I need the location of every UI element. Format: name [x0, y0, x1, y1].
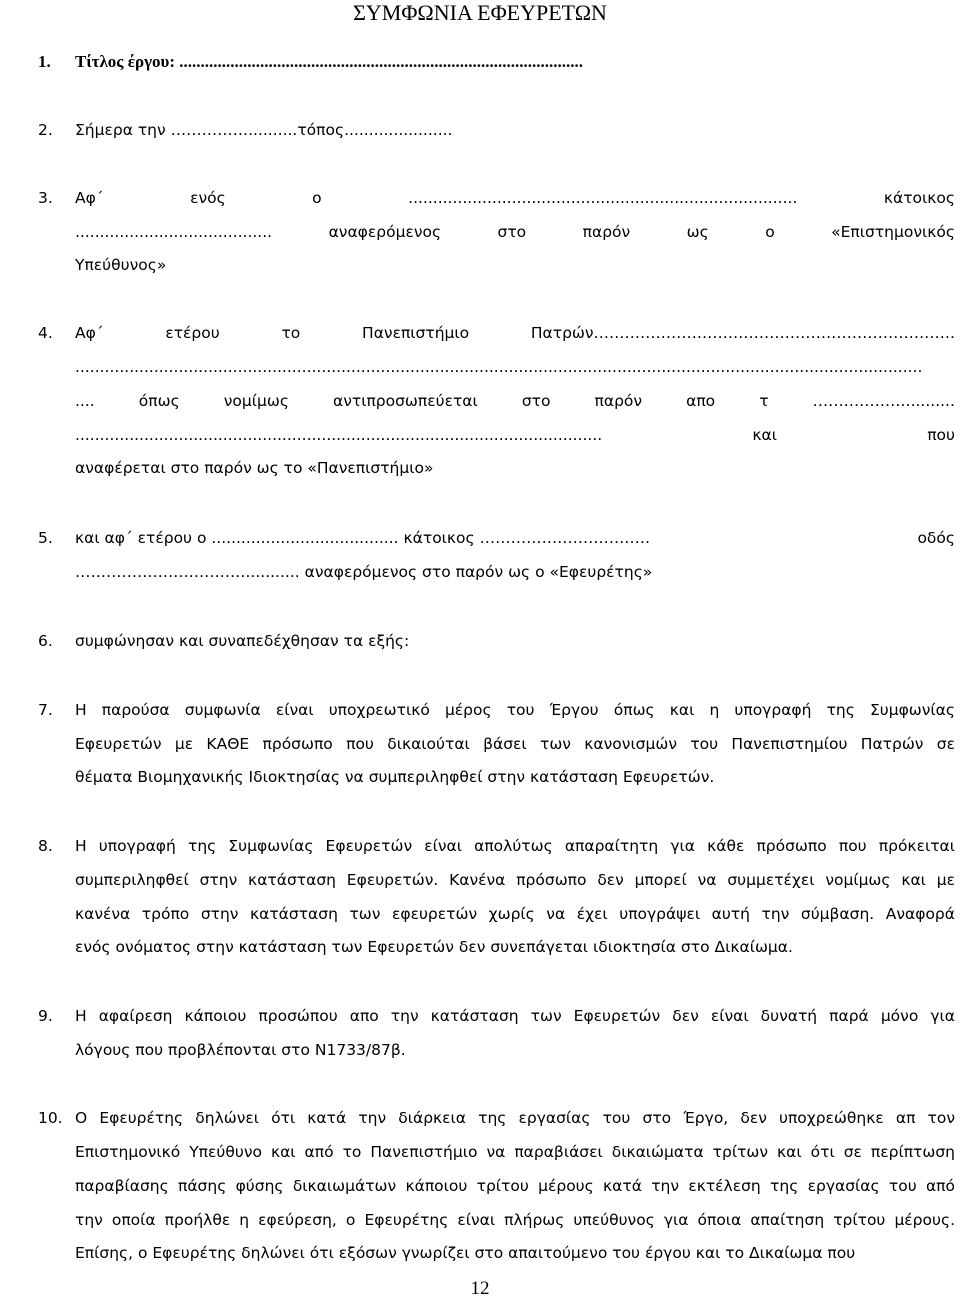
item-2-line: Σήμερα την ……………..........τόπος......................	[75, 121, 453, 139]
line-word: ο	[765, 223, 775, 241]
line-word: «Επιστημονικός	[831, 223, 955, 241]
item-number: 6.	[38, 632, 53, 650]
line-word: το	[281, 324, 301, 342]
line-word: ...............................................................................	[408, 189, 798, 207]
item-10-line: Επιστημονικό Υπεύθυνο και από το Πανεπιστήμιο να παραβιάσει δικαιώματα τρίτων και ότι σε περίπτωση	[75, 1143, 955, 1161]
item-4-line	[75, 323, 955, 343]
line-word: ………………..........	[812, 392, 955, 410]
item-5-line	[75, 528, 955, 548]
line-word: και	[752, 426, 777, 444]
item-3-line	[75, 188, 955, 208]
page-number: 12	[470, 1278, 490, 1299]
line-word: ...........................................................................................................	[75, 426, 603, 444]
item-number: 7.	[38, 701, 53, 719]
item-number: 8.	[38, 837, 53, 855]
line-word: Αφ΄	[75, 189, 104, 207]
item-10-line: παραβίασης πάσης φύσης δικαιωμάτων κάποιου τρίτου μέρους κατά την εκτέλεση της εργασίας του από	[75, 1177, 955, 1195]
line-word: ........................................	[75, 223, 273, 241]
item-3-line	[75, 222, 955, 242]
item-9-line: λόγους που προβλέπονται στο Ν1733/87β.	[75, 1041, 406, 1059]
item-3-line: Υπεύθυνος»	[75, 256, 167, 274]
line-word: οδός	[917, 529, 955, 547]
item-9-line: Η αφαίρεση κάποιου προσώπου απο την κατάσταση των Εφευρετών δεν είναι δυνατή παρά μόνο για	[75, 1007, 955, 1025]
item-8-line: Η υπογραφή της Συμφωνίας Εφευρετών είναι απολύτως απαραίτητη για κάθε πρόσωπο που πρόκειται	[75, 837, 955, 855]
line-word: στο	[521, 392, 551, 410]
line-word: παρόν	[582, 223, 631, 241]
line-word: ως	[686, 223, 709, 241]
item-number: 2.	[38, 121, 53, 139]
line-word: ενός	[190, 189, 226, 207]
line-word: νομίμως	[223, 392, 289, 410]
line-word: ο	[312, 189, 322, 207]
item-8-line: ενός ονόματος στην κατάσταση των Εφευρετών δεν συνεπάγεται ιδιοκτησία στο Δικαίωμα.	[75, 938, 793, 956]
item-7-line: Εφευρετών με ΚΑΘΕ πρόσωπο που δικαιούται βάσει των κανονισμών του Πανεπιστημίου Πατρών σε	[75, 735, 955, 753]
item-10-line: Ο Εφευρέτης δηλώνει ότι κατά την διάρκεια της εργασίας του στο Έργο, δεν υποχρεώθηκε απ τον	[75, 1109, 955, 1127]
item-number: 10.	[38, 1109, 63, 1127]
item-4-line	[75, 425, 955, 445]
line-word: Πανεπιστήμιο	[362, 324, 470, 342]
line-word: και αφ΄ ετέρου ο ...................................... κάτοικος ……………………………	[75, 529, 651, 547]
item-6-line: συμφώνησαν και συναπεδέχθησαν τα εξής:	[75, 632, 410, 650]
item-number: 1.	[38, 52, 51, 71]
item-number: 4.	[38, 324, 53, 342]
line-word: απο	[686, 392, 716, 410]
item-4-line: ............................................................................................................................................................................	[75, 358, 923, 376]
item-number: 3.	[38, 189, 53, 207]
item-8-line: κανένα τρόπο στην κατάσταση των εφευρετών χωρίς να έχει υπογράψει αυτή την σύμβαση. Αναφορά	[75, 905, 955, 923]
line-word: όπως	[138, 392, 180, 410]
line-word: ετέρου	[165, 324, 220, 342]
item-1-line: Τίτλος έργου: ...............................................................................................	[75, 52, 584, 71]
line-word: αντιπροσωπεύεται	[333, 392, 478, 410]
line-word: παρόν	[594, 392, 643, 410]
line-word: Αφ΄	[75, 324, 104, 342]
line-word: που	[927, 426, 955, 444]
line-word: κάτοικος	[883, 189, 955, 207]
item-7-line: θέματα Βιομηχανικής Ιδιοκτησίας να συμπεριληφθεί στην κατάσταση Εφευρετών.	[75, 768, 715, 786]
line-word: Πατρών…………………………………………………………….	[530, 324, 955, 342]
item-number: 5.	[38, 529, 53, 547]
item-10-line: Επίσης, ο Εφευρέτης δηλώνει ότι εξόσων γνωρίζει στο απαιτούμενο του έργου και το Δικαίωμα που	[75, 1244, 856, 1262]
item-7-line: Η παρούσα συμφωνία είναι υποχρεωτικό μέρος του Έργου όπως και η υπογραφή της Συμφωνίας	[75, 701, 955, 719]
line-word: στο	[497, 223, 527, 241]
line-word: ....	[75, 392, 95, 410]
line-word: τ	[759, 392, 769, 410]
document-title: ΣΥΜΦΩΝΙΑ ΕΦΕΥΡΕΤΩΝ	[353, 0, 607, 25]
item-4-line: αναφέρεται στο παρόν ως το «Πανεπιστήμιο»	[75, 459, 434, 477]
item-4-line	[75, 391, 955, 411]
item-5-line: ……………………………........... αναφερόμενος στο παρόν ως ο «Εφευρέτης»	[75, 563, 653, 581]
line-word: αναφερόμενος	[328, 223, 442, 241]
item-10-line: την οποία προήλθε η εφεύρεση, ο Εφευρέτης είναι πλήρως υπεύθυνος για όποια απαίτηση τρίτου μέρους.	[75, 1211, 955, 1229]
item-8-line: συμπεριληφθεί στην κατάσταση Εφευρετών. Κανένα πρόσωπο δεν μπορεί να συμμετέχει νομίμως και με	[75, 871, 955, 889]
item-number: 9.	[38, 1007, 53, 1025]
